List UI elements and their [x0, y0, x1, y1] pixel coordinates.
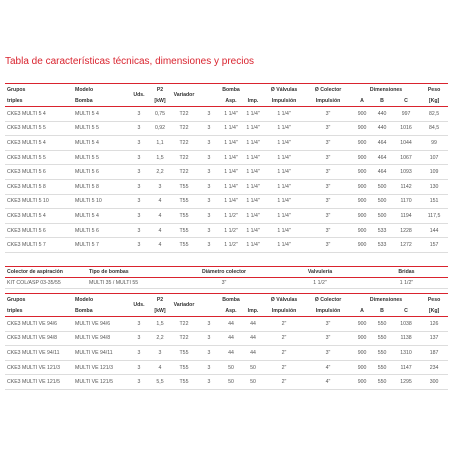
header-kg: [Kg] [420, 306, 448, 317]
table-cell: 440 [372, 121, 392, 136]
table-cell: 1170 [392, 194, 420, 209]
header-colector: Ø Colector [304, 84, 352, 96]
table-cell: 157 [420, 238, 448, 253]
table-cell: MULTI 5 10 [73, 194, 128, 209]
table-cell: 3 [128, 165, 150, 180]
table-cell: 1 1/4" [264, 165, 304, 180]
header-uds: Uds. [128, 84, 150, 107]
table-cell: 3 [150, 179, 170, 194]
table-cell: 464 [372, 165, 392, 180]
table-cell: 3" [304, 107, 352, 122]
header-c: C [392, 306, 420, 317]
table-cell: 533 [372, 238, 392, 253]
table-cell: CKE3 MULTI 5 6 [5, 223, 73, 238]
table-cell: T22 [170, 165, 198, 180]
table-cell: 3 [198, 179, 220, 194]
page-title: Tabla de características técnicas, dimensiones y precios [5, 56, 255, 67]
table-cell: 900 [352, 375, 372, 390]
table-cell: 900 [352, 179, 372, 194]
table-cell: 3 [128, 375, 150, 390]
table-cell: 3" [304, 150, 352, 165]
table-cell: 900 [352, 165, 372, 180]
table-cell: MULTI VE 121/5 [73, 375, 128, 390]
header-bomba: Bomba [198, 84, 264, 96]
table-cell: 3" [304, 238, 352, 253]
table-row [5, 331, 448, 346]
table-cell: 3 [198, 375, 220, 390]
header-colector: Ø Colector [304, 294, 352, 306]
table-cell: 900 [352, 107, 372, 122]
table-cell: 3 [128, 136, 150, 151]
header-bridas: Bridas [365, 267, 448, 278]
table-cell: MULTI 5 4 [73, 136, 128, 151]
specs-table-1 [5, 83, 448, 253]
table-cell: 3 [198, 223, 220, 238]
table-cell: MULTI 5 6 [73, 223, 128, 238]
table-cell: 2" [264, 375, 304, 390]
header-dimensiones: Dimensiones [352, 84, 420, 96]
table-cell: MULTI VE 94/6 [73, 317, 128, 332]
table-cell: 137 [420, 331, 448, 346]
header-valvulas: Ø Válvulas [264, 84, 304, 96]
table-cell: 3 [198, 194, 220, 209]
table-cell: 1016 [392, 121, 420, 136]
table-cell: 1194 [392, 209, 420, 224]
table-cell: 1 1/4" [264, 223, 304, 238]
table-cell: 4 [150, 194, 170, 209]
table-cell: 900 [352, 346, 372, 361]
header-a: A [352, 96, 372, 107]
table-cell: 1 1/4" [220, 107, 242, 122]
table-cell: 3 [128, 150, 150, 165]
table-cell: MULTI 35 / MULTI 55 [87, 278, 173, 289]
header-peso: Peso [420, 84, 448, 96]
table-cell: CKE3 MULTI 5 6 [5, 165, 73, 180]
header-peso: Peso [420, 294, 448, 306]
table-cell: 50 [220, 360, 242, 375]
table-cell: 500 [372, 179, 392, 194]
table-cell: MULTI 5 8 [73, 179, 128, 194]
table-cell: MULTI VE 94/11 [73, 346, 128, 361]
table-cell: 1,1 [150, 136, 170, 151]
header-grupos: Grupos [5, 294, 73, 306]
table-cell: 5,5 [150, 375, 170, 390]
table-cell: 440 [372, 107, 392, 122]
table-cell: 1 1/4" [242, 223, 264, 238]
table-cell: 900 [352, 223, 372, 238]
table-cell: T55 [170, 360, 198, 375]
table-cell: T55 [170, 375, 198, 390]
table-cell: 107 [420, 150, 448, 165]
header-c: C [392, 96, 420, 107]
header-p2: P2 [150, 84, 170, 96]
table-cell: MULTI 5 6 [73, 165, 128, 180]
table-cell: 4 [150, 209, 170, 224]
table-cell: 500 [372, 194, 392, 209]
table-cell: 550 [372, 331, 392, 346]
header-triples: triples [5, 306, 73, 317]
header-impulsion-v: Impulsión [264, 306, 304, 317]
table-cell: 44 [220, 331, 242, 346]
table-cell: 151 [420, 194, 448, 209]
table-cell: 44 [242, 346, 264, 361]
header-kg: [Kg] [420, 96, 448, 107]
header-variador: Variador [170, 294, 198, 317]
table-row [5, 121, 448, 136]
header-impulsion-v: Impulsión [264, 96, 304, 107]
table-cell: T22 [170, 317, 198, 332]
table-cell: T22 [170, 150, 198, 165]
table-cell: 4 [150, 238, 170, 253]
table-cell: 3" [304, 209, 352, 224]
table-cell: 900 [352, 331, 372, 346]
table-cell: 4 [150, 360, 170, 375]
table-cell: 2,2 [150, 165, 170, 180]
table-cell: 44 [220, 346, 242, 361]
header-variador: Variador [170, 84, 198, 107]
table-row [5, 179, 448, 194]
table-cell: 3 [128, 209, 150, 224]
table-cell: 126 [420, 317, 448, 332]
header-tipo-bombas: Tipo de bombas [87, 267, 173, 278]
table-cell: CKE3 MULTI VE 94/6 [5, 317, 73, 332]
header-empty [198, 96, 220, 107]
table-cell: 1 1/4" [264, 107, 304, 122]
header-imp: Imp. [242, 306, 264, 317]
table-cell: 50 [220, 375, 242, 390]
table-cell: CKE3 MULTI 5 8 [5, 179, 73, 194]
table-cell: 1 1/4" [220, 150, 242, 165]
table-cell: 900 [352, 360, 372, 375]
header-grupos: Grupos [5, 84, 73, 96]
table-cell: 900 [352, 238, 372, 253]
table-cell: 464 [372, 136, 392, 151]
table-cell: 50 [242, 360, 264, 375]
table-cell: 1228 [392, 223, 420, 238]
table-cell: CKE3 MULTI VE 121/5 [5, 375, 73, 390]
table-cell: 130 [420, 179, 448, 194]
table-cell: MULTI 5 4 [73, 209, 128, 224]
header-b: B [372, 306, 392, 317]
header-modelo-bomba: Bomba [73, 96, 128, 107]
table-cell: 44 [242, 331, 264, 346]
table-cell: MULTI VE 94/8 [73, 331, 128, 346]
table-cell: 0,92 [150, 121, 170, 136]
table-cell: 1295 [392, 375, 420, 390]
table-cell: 3 [128, 331, 150, 346]
table-cell: T55 [170, 223, 198, 238]
table-cell: 1 1/2" [365, 278, 448, 289]
table-cell: 900 [352, 209, 372, 224]
table-cell: 3" [304, 136, 352, 151]
table-cell: 99 [420, 136, 448, 151]
header-modelo: Modelo [73, 84, 128, 96]
table-cell: 234 [420, 360, 448, 375]
table-cell: 1 1/4" [242, 238, 264, 253]
table-cell: 109 [420, 165, 448, 180]
table-cell: 1147 [392, 360, 420, 375]
table-cell: 144 [420, 223, 448, 238]
header-empty [198, 306, 220, 317]
table-cell: MULTI 5 7 [73, 238, 128, 253]
table-cell: MULTI 5 5 [73, 121, 128, 136]
table-cell: CKE3 MULTI 5 5 [5, 150, 73, 165]
table-cell: 187 [420, 346, 448, 361]
table-cell: 1 1/2" [220, 238, 242, 253]
table-row [5, 150, 448, 165]
table-cell: 1 1/4" [242, 179, 264, 194]
header-bomba: Bomba [198, 294, 264, 306]
table-cell: 2,2 [150, 331, 170, 346]
header-imp: Imp. [242, 96, 264, 107]
table-cell: T55 [170, 209, 198, 224]
table-cell: 997 [392, 107, 420, 122]
table-cell: 1 1/2" [220, 209, 242, 224]
header-valvuleria: Valvulería [275, 267, 365, 278]
table-cell: CKE3 MULTI 5 4 [5, 209, 73, 224]
table-cell: 2" [264, 346, 304, 361]
table-cell: 3" [304, 194, 352, 209]
table-row [5, 194, 448, 209]
table-cell: 3" [304, 317, 352, 332]
table-cell: MULTI 5 4 [73, 107, 128, 122]
table-cell: 1 1/4" [220, 165, 242, 180]
table-cell: CKE3 MULTI VE 94/11 [5, 346, 73, 361]
table-cell: 3" [304, 331, 352, 346]
table-cell: 900 [352, 121, 372, 136]
table-row [5, 136, 448, 151]
table-cell: CKE3 MULTI VE 94/8 [5, 331, 73, 346]
table-cell: 3 [128, 121, 150, 136]
table-row [5, 317, 448, 332]
table-cell: 1138 [392, 331, 420, 346]
table-cell: 1 1/2" [275, 278, 365, 289]
table-cell: 2" [264, 317, 304, 332]
table-cell: CKE3 MULTI 5 10 [5, 194, 73, 209]
table-cell: 464 [372, 150, 392, 165]
specs-table-2 [5, 293, 448, 390]
table-cell: 3 [128, 317, 150, 332]
table-cell: 1310 [392, 346, 420, 361]
header-diametro-colector: Diámetro colector [173, 267, 275, 278]
header-p2: P2 [150, 294, 170, 306]
header-colector-aspiracion: Colector de aspiración [5, 267, 87, 278]
table-cell: 3 [128, 238, 150, 253]
table-cell: 3" [304, 165, 352, 180]
table-cell: 50 [242, 375, 264, 390]
header-kw: [kW] [150, 306, 170, 317]
header-impulsion-c: Impulsión [304, 306, 352, 317]
table-cell: 1272 [392, 238, 420, 253]
table-cell: 3 [150, 346, 170, 361]
table-cell: 1 1/4" [264, 209, 304, 224]
table-cell: CKE3 MULTI 5 4 [5, 107, 73, 122]
table-cell: 3 [128, 346, 150, 361]
header-modelo-bomba: Bomba [73, 306, 128, 317]
table-cell: 3" [304, 121, 352, 136]
table-cell: 550 [372, 375, 392, 390]
table-cell: 0,75 [150, 107, 170, 122]
header-a: A [352, 306, 372, 317]
table-cell: 4" [304, 375, 352, 390]
table-cell: T55 [170, 179, 198, 194]
table-row [5, 223, 448, 238]
table-cell: 84,5 [420, 121, 448, 136]
table-cell: 1 1/4" [220, 136, 242, 151]
table-cell: 3 [198, 331, 220, 346]
header-triples: triples [5, 96, 73, 107]
table-cell: 533 [372, 223, 392, 238]
table-cell: 550 [372, 360, 392, 375]
table-cell: T55 [170, 238, 198, 253]
table-cell: 1 1/4" [242, 194, 264, 209]
table-cell: CKE3 MULTI 5 5 [5, 121, 73, 136]
table-cell: 1 1/4" [264, 136, 304, 151]
table-cell: 2" [264, 360, 304, 375]
table-cell: 117,5 [420, 209, 448, 224]
table-cell: CKE3 MULTI 5 4 [5, 136, 73, 151]
table-cell: 3 [128, 223, 150, 238]
table-cell: 1 1/4" [242, 107, 264, 122]
table-cell: 4 [150, 223, 170, 238]
header-kw: [kW] [150, 96, 170, 107]
table-cell: 3 [198, 136, 220, 151]
table-cell: 3" [304, 223, 352, 238]
table-cell: 1038 [392, 317, 420, 332]
header-modelo: Modelo [73, 294, 128, 306]
table-cell: T55 [170, 194, 198, 209]
header-valvulas: Ø Válvulas [264, 294, 304, 306]
table-cell: 300 [420, 375, 448, 390]
table-row [5, 346, 448, 361]
table-row [5, 107, 448, 122]
table-cell: 1 1/4" [242, 209, 264, 224]
table-cell: 900 [352, 317, 372, 332]
header-asp: Asp. [220, 306, 242, 317]
table-cell: 3 [128, 194, 150, 209]
table-cell: MULTI VE 121/3 [73, 360, 128, 375]
table-cell: 550 [372, 317, 392, 332]
table-cell: 900 [352, 194, 372, 209]
table-cell: 1 1/4" [264, 150, 304, 165]
table-cell: 1142 [392, 179, 420, 194]
table-cell: 44 [242, 317, 264, 332]
table-cell: 550 [372, 346, 392, 361]
table-cell: 1 1/4" [242, 165, 264, 180]
table-row [5, 238, 448, 253]
table-cell: 900 [352, 136, 372, 151]
table-cell: 3 [198, 121, 220, 136]
table-cell: 1 1/4" [220, 194, 242, 209]
table-cell: T22 [170, 331, 198, 346]
table-cell: 1,5 [150, 150, 170, 165]
table-cell: T22 [170, 121, 198, 136]
table-cell: 1 1/4" [264, 179, 304, 194]
table-cell: 4" [304, 360, 352, 375]
table-cell: 1093 [392, 165, 420, 180]
table-cell: 1 1/4" [242, 150, 264, 165]
table-cell: 3 [198, 346, 220, 361]
table-cell: 3 [198, 238, 220, 253]
table-cell: MULTI 5 5 [73, 150, 128, 165]
header-dimensiones: Dimensiones [352, 294, 420, 306]
table-cell: CKE3 MULTI 5 7 [5, 238, 73, 253]
header-b: B [372, 96, 392, 107]
table-cell: 1 1/4" [242, 136, 264, 151]
table-cell: 3" [304, 179, 352, 194]
table-cell: 3 [128, 107, 150, 122]
table-cell: 900 [352, 150, 372, 165]
table-cell: 1 1/4" [220, 179, 242, 194]
table-cell: KIT COL/ASP 03-35/55 [5, 278, 87, 289]
table-cell: 1 1/4" [264, 238, 304, 253]
collector-table [5, 266, 448, 289]
table-cell: 1 1/4" [242, 121, 264, 136]
table-cell: 1,5 [150, 317, 170, 332]
table-cell: 1067 [392, 150, 420, 165]
table-cell: 3 [198, 107, 220, 122]
table-cell: 3" [173, 278, 275, 289]
table-cell: 3 [198, 165, 220, 180]
table-cell: 1 1/2" [220, 223, 242, 238]
table-cell: 3 [198, 360, 220, 375]
table-cell: 1044 [392, 136, 420, 151]
table-cell: 1 1/4" [220, 121, 242, 136]
header-uds: Uds. [128, 294, 150, 317]
table-cell: CKE3 MULTI VE 121/3 [5, 360, 73, 375]
table-row [5, 209, 448, 224]
table-cell: 3 [128, 179, 150, 194]
table-cell: T55 [170, 346, 198, 361]
table-cell: T22 [170, 107, 198, 122]
table-cell: 2" [264, 331, 304, 346]
header-asp: Asp. [220, 96, 242, 107]
table-cell: 3 [128, 360, 150, 375]
header-impulsion-c: Impulsión [304, 96, 352, 107]
table-cell: 3 [198, 317, 220, 332]
table-cell: 3" [304, 346, 352, 361]
table-cell: 82,5 [420, 107, 448, 122]
table-cell: 1 1/4" [264, 194, 304, 209]
table-cell: 500 [372, 209, 392, 224]
table-cell: 1 1/4" [264, 121, 304, 136]
table-cell: T22 [170, 136, 198, 151]
table-row [5, 165, 448, 180]
table-row [5, 375, 448, 390]
table-cell: 44 [220, 317, 242, 332]
table-cell: 3 [198, 209, 220, 224]
table-cell: 3 [198, 150, 220, 165]
table-row [5, 360, 448, 375]
